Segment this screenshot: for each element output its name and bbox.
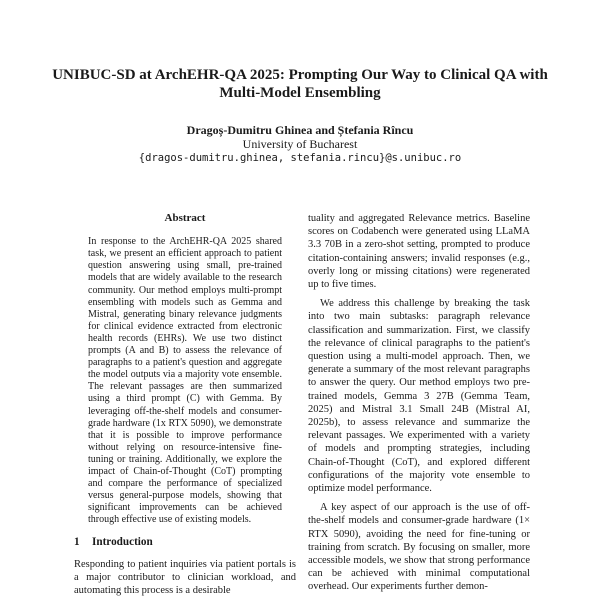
body-paragraph: We address this challenge by breaking the task into two main subtasks: paragraph relevance classification and summarization. First, we classify the relevance of clinical paragraphs to the patient's question using a multi-model approach. Then, we generate a summary of the most relevant paragraphs to answer the query. Our method employs two pre-trained models, Gemma 3 27B (Gemma Team, 2025) and Mistral 3.1 Small 24B (Mistral AI, 2025b), to assess relevance and summarize the relevant passages. We experimented with a variety of models and prompting strategies, including Chain-of-Thought (CoT), and explored different configurations of the majority vote ensemble to optimize model performance. — [308, 298, 530, 495]
left-column — [74, 212, 296, 597]
author-names: Dragoș-Dumitru Ghinea and Ștefania Rîncu — [186, 123, 414, 137]
section-number: 1 — [74, 536, 80, 549]
affiliation: University of Bucharest — [242, 137, 358, 151]
author-block — [40, 123, 560, 165]
abstract-text: In response to the ArchEHR-QA 2025 shared task, we present an efficient approach to patient question answering using small, pre-trained models that are widely available to the research community. Our method employs multi-prompt ensembling with models such as Gemma and Mistral, generating binary relevance judgments for clinical evidence extracted from electronic health records (EHRs). We use two distinct prompts (A and B) to assess the relevance of paragraphs to a patient's question and aggregate the model outputs via a majority vote ensemble. The relevant passages are then summarized using a third prompt (C) with Gemma. By leveraging off-the-shelf models and consumer-grade hardware (1x RTX 5090), we demonstrate that it is possible to improve performance without relying on resource-intensive fine-tuning or training. Additionally, we explore the impact of Chain-of-Thought (CoT) prompting and compare the performance of specialized versus general-purpose models, showing that significant improvements can be achieved through effective use of existing models. — [88, 236, 282, 526]
right-column — [308, 212, 530, 594]
section-title: Introduction — [92, 536, 153, 549]
section-heading-introduction — [74, 536, 296, 549]
author-emails: {dragos-dumitru.ghinea, stefania.rincu}@s.unibuc.ro — [138, 152, 462, 164]
paper-title: UNIBUC-SD at ArchEHR-QA 2025: Prompting Our Way to Clinical QA with Multi-Model Ensembling — [52, 67, 548, 101]
body-paragraph: A key aspect of our approach is the use of off-the-shelf models and consumer-grade hardware (1× RTX 5090), avoiding the need for fine-tuning or training from scratch. By focusing on smaller, more accessible models, we show that strong performance can be achieved with minimal computational overhead. Our experiments further demon- — [308, 502, 530, 593]
introduction-text: Responding to patient inquiries via patient portals is a major contributor to clinician workload, and automating this process is a desirable — [74, 558, 296, 597]
body-paragraph: tuality and aggregated Relevance metrics. Baseline scores on Codabench were generated using LLaMA 3.3 70B in a zero-shot setting, prompted to produce citation-containing answers; invalid responses (e.g., overly long or missing citations) were regenerated up to five times. — [308, 213, 530, 291]
abstract-heading: Abstract — [164, 212, 206, 224]
